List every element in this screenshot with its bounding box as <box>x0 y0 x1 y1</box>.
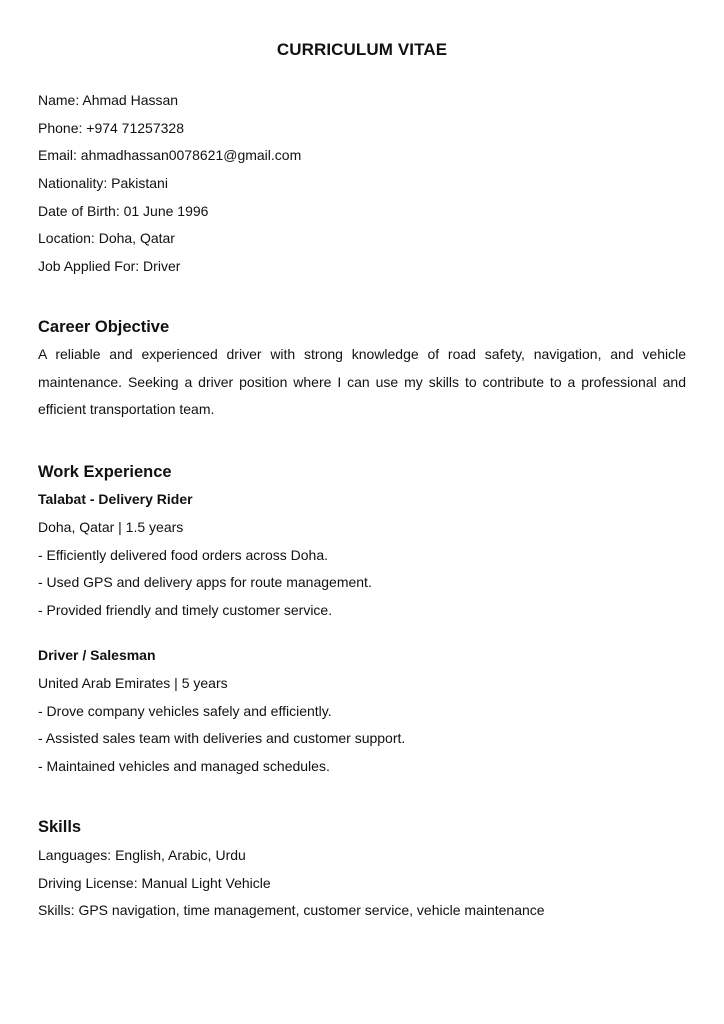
skills-list: Skills: GPS navigation, time management, customer service, vehicle maintenance <box>38 902 545 918</box>
skills-languages: Languages: English, Arabic, Urdu <box>38 847 246 863</box>
personal-phone: Phone: +974 71257328 <box>38 120 184 136</box>
personal-dob: Date of Birth: 01 June 1996 <box>38 203 209 219</box>
career-objective-heading: Career Objective <box>38 318 170 336</box>
job-bullet: - Maintained vehicles and managed schedules. <box>38 758 330 774</box>
job-title: Talabat - Delivery Rider <box>38 491 193 507</box>
personal-location: Location: Doha, Qatar <box>38 230 175 246</box>
personal-name: Name: Ahmad Hassan <box>38 92 179 108</box>
job-meta: United Arab Emirates | 5 years <box>38 675 228 691</box>
job-bullet: - Efficiently delivered food orders across Doha. <box>38 547 328 563</box>
skills-license: Driving License: Manual Light Vehicle <box>38 875 271 891</box>
job-meta: Doha, Qatar | 1.5 years <box>38 519 184 535</box>
work-experience-heading: Work Experience <box>38 463 172 481</box>
skills-heading: Skills <box>38 818 82 836</box>
job-bullet: - Drove company vehicles safely and efficiently. <box>38 703 332 719</box>
personal-job-applied: Job Applied For: Driver <box>38 258 181 274</box>
document-title: CURRICULUM VITAE <box>276 40 448 59</box>
personal-email: Email: ahmadhassan0078621@gmail.com <box>38 147 302 163</box>
job-title: Driver / Salesman <box>38 647 156 663</box>
career-objective-text: A reliable and experienced driver with strong knowledge of road safety, navigation, and vehicle maintenance. Seeking a driver position where I can use my skills to contribute to a professional and efficient transportation team. <box>38 346 686 417</box>
job-bullet: - Assisted sales team with deliveries and customer support. <box>38 730 406 746</box>
job-bullet: - Provided friendly and timely customer service. <box>38 602 333 618</box>
personal-nationality: Nationality: Pakistani <box>38 175 168 191</box>
job-bullet: - Used GPS and delivery apps for route management. <box>38 574 372 590</box>
